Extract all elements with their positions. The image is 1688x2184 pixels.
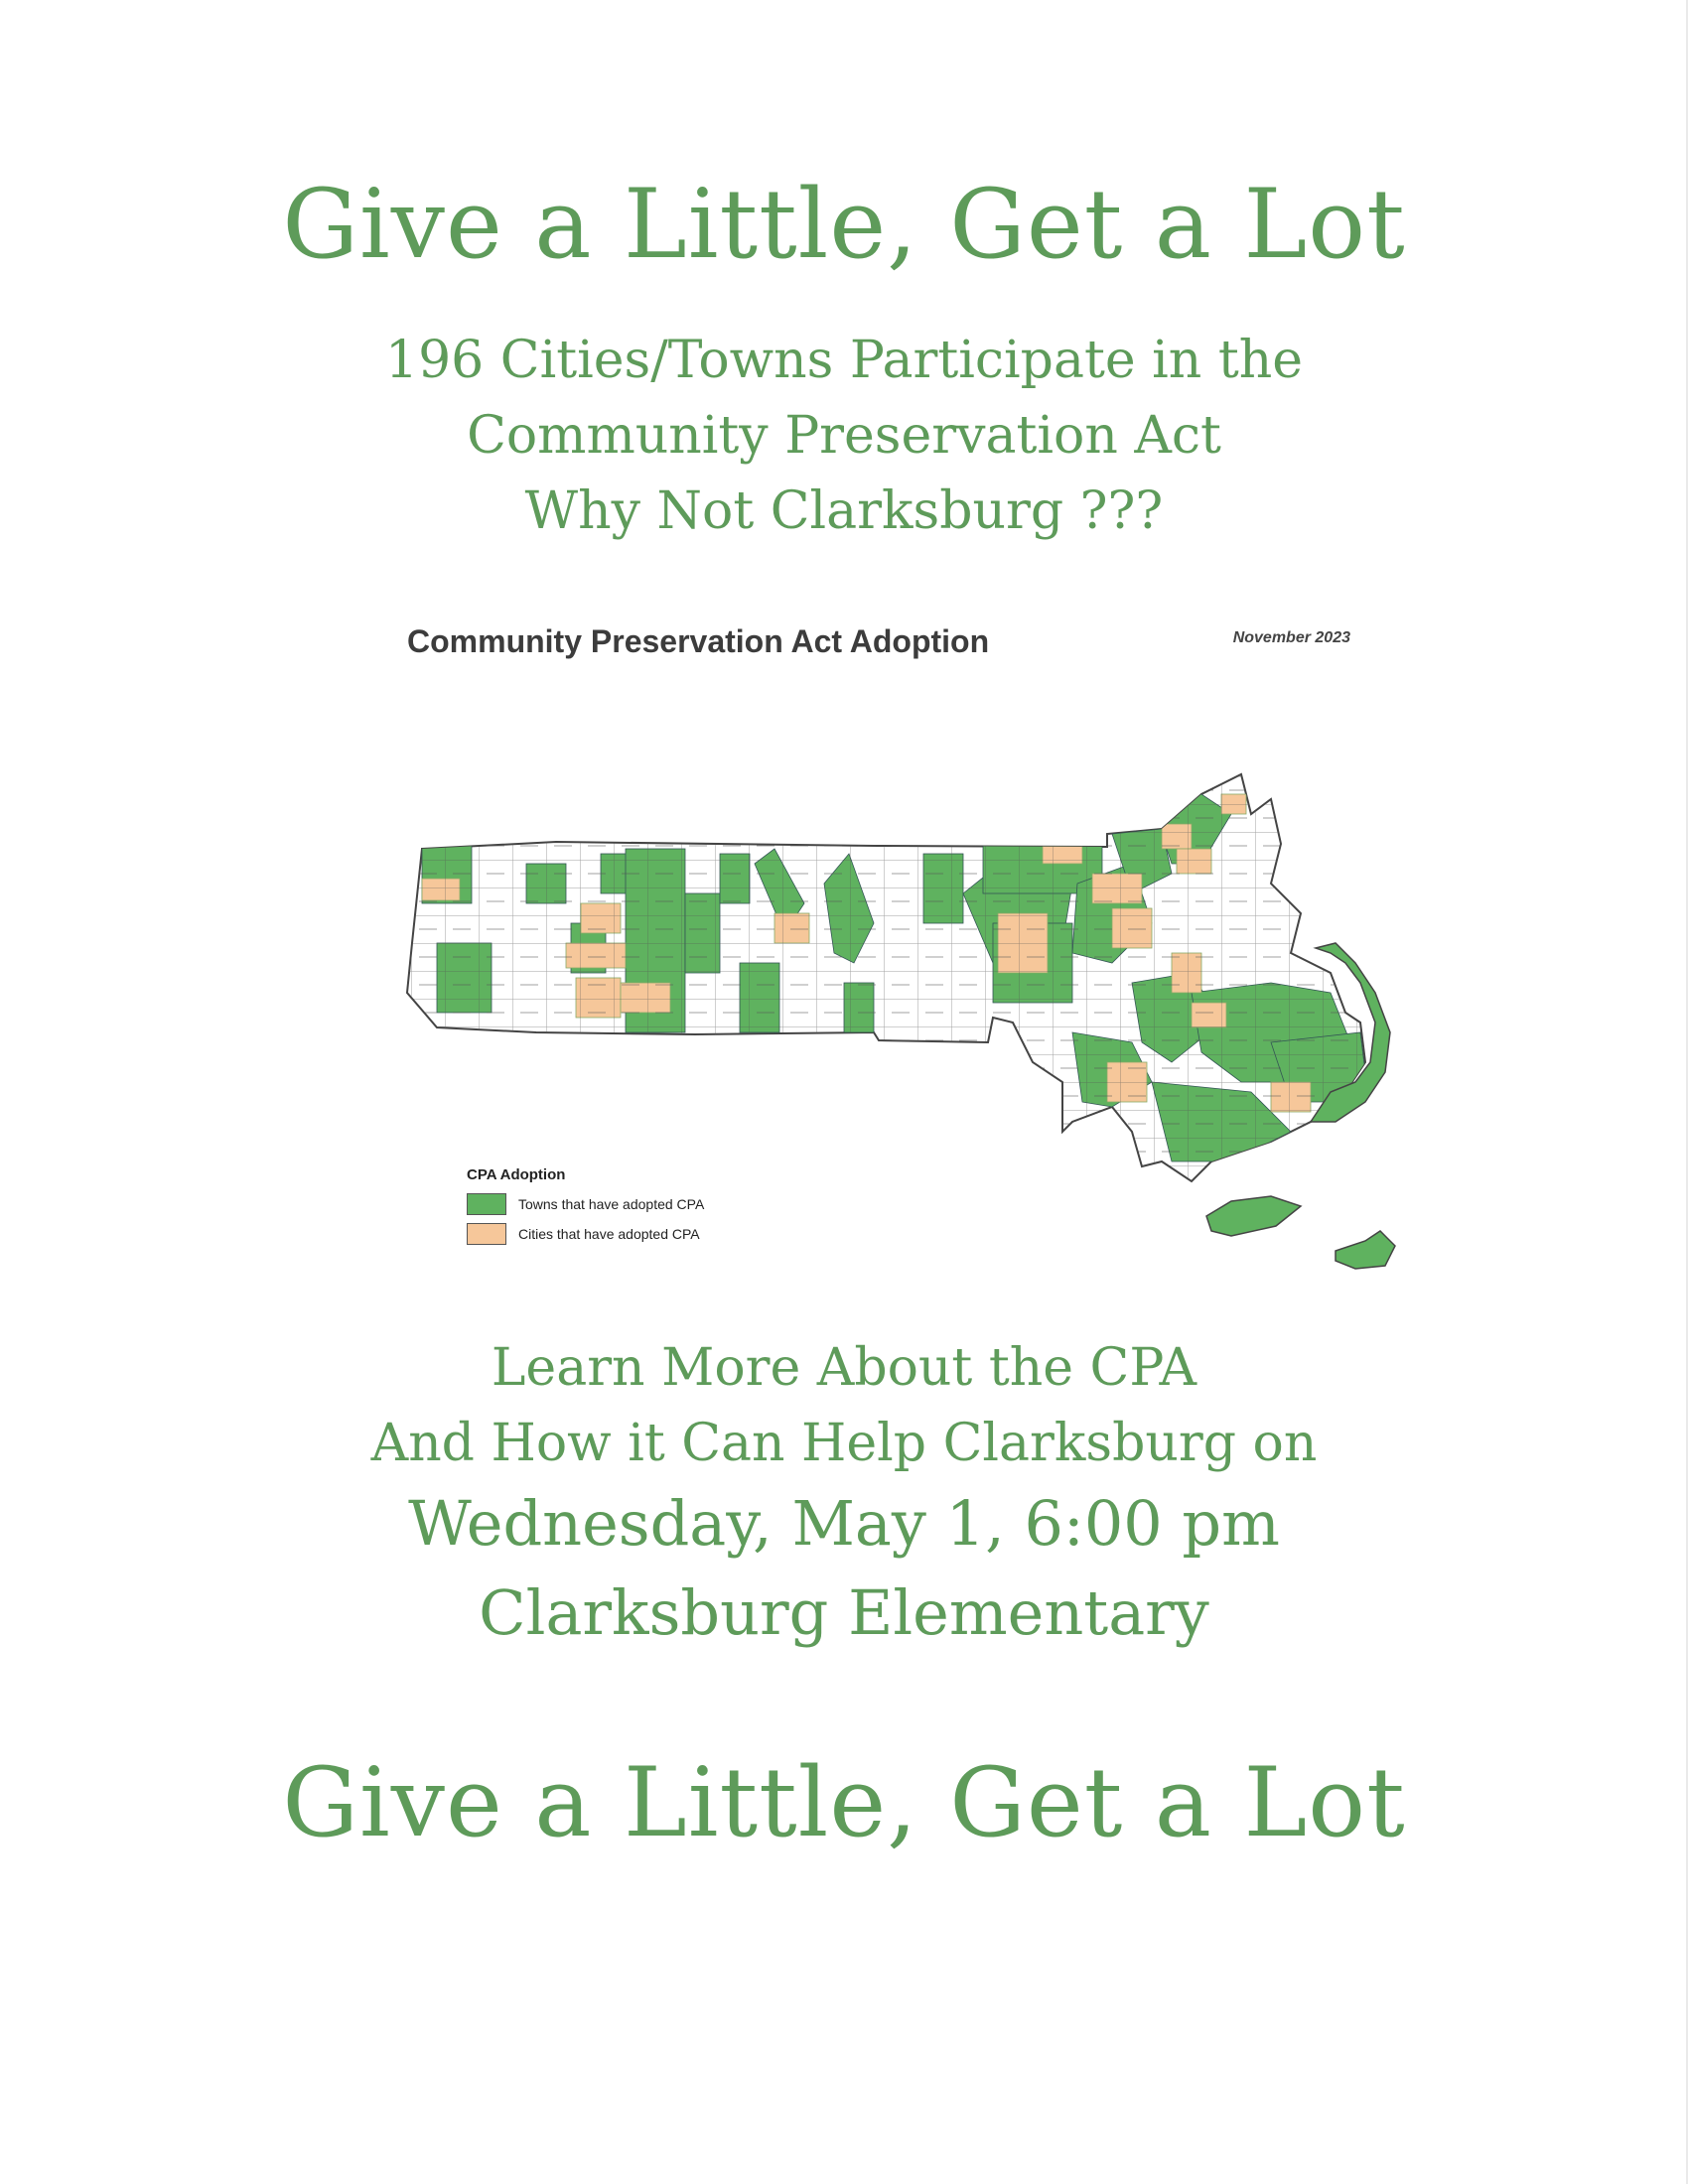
subheading (0, 323, 1688, 549)
event-date-time: Wednesday, May 1, 6:00 pm (408, 1487, 1280, 1560)
headline-bottom: Give a Little, Get a Lot (282, 1747, 1406, 1858)
cpa-adoption-map (377, 615, 1410, 1300)
subheading-line-1: 196 Cities/Towns Participate in the (385, 331, 1303, 390)
headline-top: Give a Little, Get a Lot (282, 169, 1406, 280)
legend-label-cities: Cities that have adopted CPA (518, 1226, 700, 1242)
map-date: November 2023 (1232, 629, 1350, 646)
legend-swatch-towns (467, 1193, 506, 1215)
event-location: Clarksburg Elementary (479, 1576, 1209, 1649)
event-when-where (0, 1479, 1688, 1658)
event-line-1: Learn More About the CPA (491, 1338, 1197, 1398)
event-details (0, 1330, 1688, 1481)
legend-swatch-cities (467, 1223, 506, 1245)
event-line-2: And How it Can Help Clarksburg on (370, 1414, 1318, 1473)
legend-label-towns: Towns that have adopted CPA (518, 1196, 705, 1212)
legend-item-cities (467, 1223, 704, 1245)
subheading-line-3: Why Not Clarksburg ??? (524, 481, 1164, 541)
marthas-vineyard-region (1206, 1196, 1301, 1236)
legend-item-towns (467, 1193, 704, 1215)
legend-title: CPA Adoption (467, 1166, 566, 1183)
map-legend (467, 1166, 704, 1253)
map-title: Community Preservation Act Adoption (407, 623, 990, 659)
subheading-line-2: Community Preservation Act (467, 406, 1221, 466)
nantucket-region (1336, 1231, 1395, 1269)
